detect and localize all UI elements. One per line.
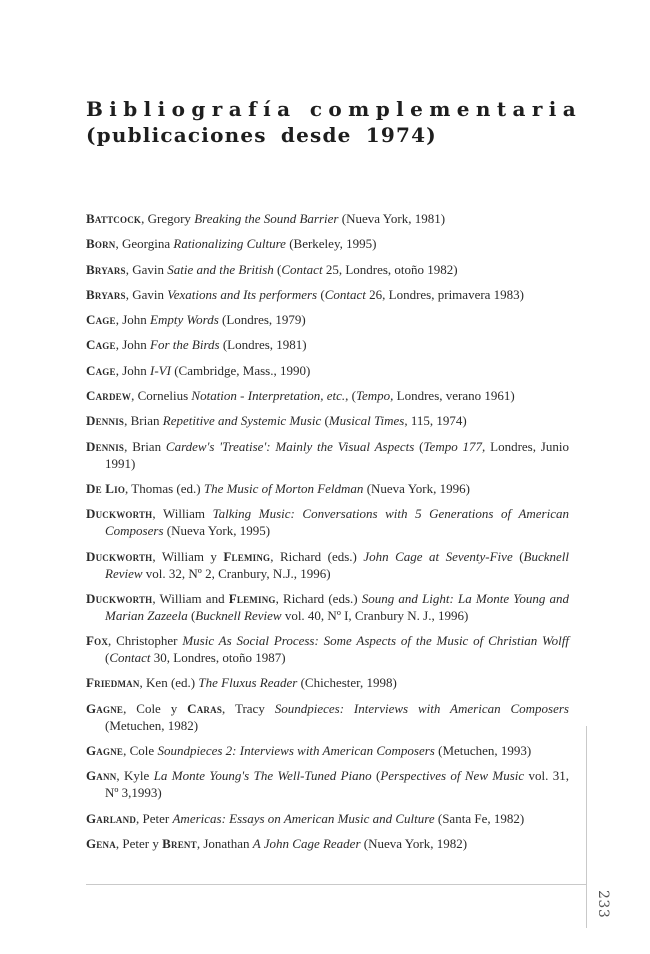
entry-title: The Music of Morton Feldman: [203, 480, 364, 496]
title-line-1: Bibliografía complementaria: [86, 97, 583, 121]
entry-text: , John: [115, 362, 151, 378]
entry-title: Breaking the Sound Barrier: [194, 211, 339, 226]
entry-details: (Nueva York, 1982): [360, 835, 468, 851]
bibliography-entry: [86, 767, 569, 801]
entry-details: 26, Londres, primavera 1983): [365, 286, 525, 302]
entry-text: , Tracy: [222, 700, 275, 716]
entry-title: La Monte Young's The Well-Tuned Piano: [153, 768, 372, 784]
bibliography-entry: [86, 261, 569, 278]
entry-title: For the Birds: [150, 337, 220, 353]
entry-author: Dennis: [86, 413, 125, 429]
entry-author: Duckworth: [86, 590, 153, 606]
entry-text: , Christopher: [108, 633, 183, 649]
entry-text: , Peter: [136, 810, 173, 826]
entry-text: , Richard (eds.): [275, 590, 362, 606]
entry-author: De Lio: [86, 480, 126, 496]
entry-coauthor: Brent: [162, 835, 197, 851]
entry-title: A John Cage Reader: [252, 835, 361, 851]
entry-journal: Perspectives of New Music: [380, 768, 525, 784]
entry-details: (Londres, 1981): [219, 337, 307, 353]
entry-text: , William: [152, 506, 213, 522]
entry-author: Cage: [86, 337, 116, 353]
entry-title: John Cage at Seventy-Five: [363, 548, 513, 564]
entry-details: (: [321, 413, 329, 429]
entry-text: , Cornelius: [131, 388, 192, 404]
entry-author: Gann: [86, 768, 117, 784]
bibliography-entry: [86, 286, 569, 303]
bibliography-entry: [86, 548, 569, 582]
entry-text: , Gavin: [125, 286, 168, 302]
bibliography-entry: [86, 742, 569, 759]
entry-author: Duckworth: [86, 548, 153, 564]
bibliography-entry: [86, 632, 569, 666]
entry-details: 25, Londres, otoño 1982): [322, 261, 458, 277]
entry-details: , 115, 1974): [404, 413, 467, 429]
entry-text: , Cole: [123, 743, 158, 759]
entry-details: (Nueva York, 1995): [163, 523, 271, 539]
entry-journal: Tempo,: [355, 388, 394, 404]
entry-details: Londres, verano 1961): [393, 388, 515, 404]
entry-details: (Chichester, 1998): [297, 675, 397, 691]
entry-author: Battcock: [86, 211, 142, 226]
page-title: [86, 96, 583, 148]
bibliography-entry: [86, 235, 569, 252]
entry-details: 30, Londres, otoño 1987): [150, 650, 286, 666]
page-number: 233: [595, 890, 611, 919]
entry-journal: Musical Times: [328, 413, 405, 429]
entry-text: , Thomas (ed.): [125, 480, 204, 496]
entry-details: (: [414, 438, 424, 454]
entry-text: , William and: [152, 590, 229, 606]
entry-title: Cardew's 'Treatise': Mainly the Visual Aspects: [165, 438, 415, 454]
entry-coauthor: Fleming: [228, 590, 276, 606]
bibliography-entry: [86, 412, 569, 429]
entry-details: vol. 40, Nº I, Cranbury N. J., 1996): [281, 607, 469, 623]
entry-title: I-VI: [150, 362, 171, 378]
entry-text: , Georgina: [115, 236, 174, 252]
entry-title: The Fluxus Reader: [198, 675, 298, 691]
entry-details: (: [187, 607, 196, 623]
entry-journal: Bucknell Review: [105, 548, 570, 581]
bibliography-entry: [86, 835, 569, 852]
entry-author: Cage: [86, 312, 116, 328]
entry-text: , Gregory: [141, 211, 195, 226]
entry-text: , Cole y: [123, 700, 188, 716]
entry-journal: Contact: [324, 286, 366, 302]
bibliography-entry: [86, 810, 569, 827]
bibliography-entry: [86, 362, 569, 379]
entry-title: Repetitive and Systemic Music: [162, 413, 322, 429]
entry-journal: Contact: [281, 261, 323, 277]
entry-author: Gena: [86, 835, 116, 851]
bibliography-entry: [86, 505, 569, 539]
entry-details: (: [512, 548, 524, 564]
entry-journal: Bucknell Review: [195, 607, 282, 623]
entry-details: (Cambridge, Mass., 1990): [170, 362, 311, 378]
bibliography-entry: [86, 700, 569, 734]
footer-rule: [86, 884, 586, 885]
entry-details: , (: [345, 388, 356, 404]
entry-details: (: [317, 286, 325, 302]
entry-title: Vexations and Its performers: [167, 286, 318, 302]
entry-title: Soundpieces: Interviews with American Composers: [274, 700, 569, 716]
entry-details: vol. 32, Nº 2, Cranbury, N.J., 1996): [142, 565, 331, 581]
entry-text: , Brian: [124, 413, 163, 429]
entry-details: (Berkeley, 1995): [285, 236, 377, 252]
entry-title: Notation - Interpretation, etc.: [191, 388, 346, 404]
entry-details: (Metuchen, 1982): [105, 717, 199, 733]
entry-author: Born: [86, 236, 116, 252]
entry-author: Gagne: [86, 743, 124, 759]
entry-text: , Brian: [124, 438, 166, 454]
entry-text: , Kyle: [116, 768, 154, 784]
entry-title: Rationalizing Culture: [173, 236, 286, 252]
entry-text: , John: [115, 312, 151, 328]
entry-text: , Richard (eds.): [270, 548, 364, 564]
entry-details: (: [105, 650, 110, 666]
bibliography-entry: [86, 336, 569, 353]
entry-details: (Santa Fe, 1982): [434, 810, 525, 826]
bibliography-entry: [86, 480, 569, 497]
entry-author: Duckworth: [86, 506, 153, 522]
entry-details: vol. 31, Nº 3,1993): [105, 768, 569, 801]
entry-coauthor: Caras: [187, 700, 223, 716]
entry-title: Soundpieces 2: Interviews with American Composers: [157, 743, 435, 759]
entry-details: (: [273, 261, 282, 277]
entry-details: (: [371, 768, 381, 784]
entry-details: (Nueva York, 1996): [363, 480, 470, 496]
entry-author: Friedman: [86, 675, 140, 691]
bibliography-entry: [86, 387, 569, 404]
entry-text: , William y: [152, 548, 224, 564]
entry-text: , Jonathan: [196, 835, 253, 851]
entry-title: Satie and the British: [167, 261, 274, 277]
title-line-2: (publicaciones desde 1974): [86, 123, 437, 147]
entry-title: Music As Social Process: Some Aspects of the Music of Christian Wolff: [182, 633, 569, 649]
bibliography-entry: [86, 438, 569, 472]
entry-text: , John: [115, 337, 151, 353]
entry-details: Londres, Junio 1991): [105, 438, 569, 471]
margin-rule: [586, 726, 587, 928]
entry-author: Bryars: [86, 286, 126, 302]
entry-title: Empty Words: [150, 312, 219, 328]
entry-author: Fox: [86, 633, 109, 649]
bibliography-list: [86, 210, 569, 860]
entry-title: Soung and Light: La Monte Young and Marian Zazeela: [105, 590, 570, 623]
entry-author: Cage: [86, 362, 116, 378]
entry-author: Bryars: [86, 261, 126, 277]
entry-details: (Londres, 1979): [218, 312, 306, 328]
entry-author: Dennis: [86, 438, 125, 454]
entry-coauthor: Fleming: [223, 548, 271, 564]
entry-author: Cardew: [86, 388, 132, 404]
bibliography-entry: [86, 210, 569, 227]
entry-author: Gagne: [86, 700, 124, 716]
entry-text: , Peter y: [115, 835, 163, 851]
entry-text: , Gavin: [125, 261, 168, 277]
bibliography-entry: [86, 674, 569, 691]
entry-text: , Ken (ed.): [139, 675, 199, 691]
entry-title: Americas: Essays on American Music and Culture: [172, 810, 435, 826]
entry-details: (Metuchen, 1993): [434, 743, 532, 759]
entry-title: Talking Music: Conversations with 5 Generations of American Composers: [105, 506, 569, 539]
entry-journal: Contact: [109, 650, 151, 666]
entry-author: Garland: [86, 810, 137, 826]
entry-details: (Nueva York, 1981): [338, 211, 446, 226]
entry-journal: Tempo 177,: [423, 438, 486, 454]
bibliography-entry: [86, 590, 569, 624]
bibliography-entry: [86, 311, 569, 328]
